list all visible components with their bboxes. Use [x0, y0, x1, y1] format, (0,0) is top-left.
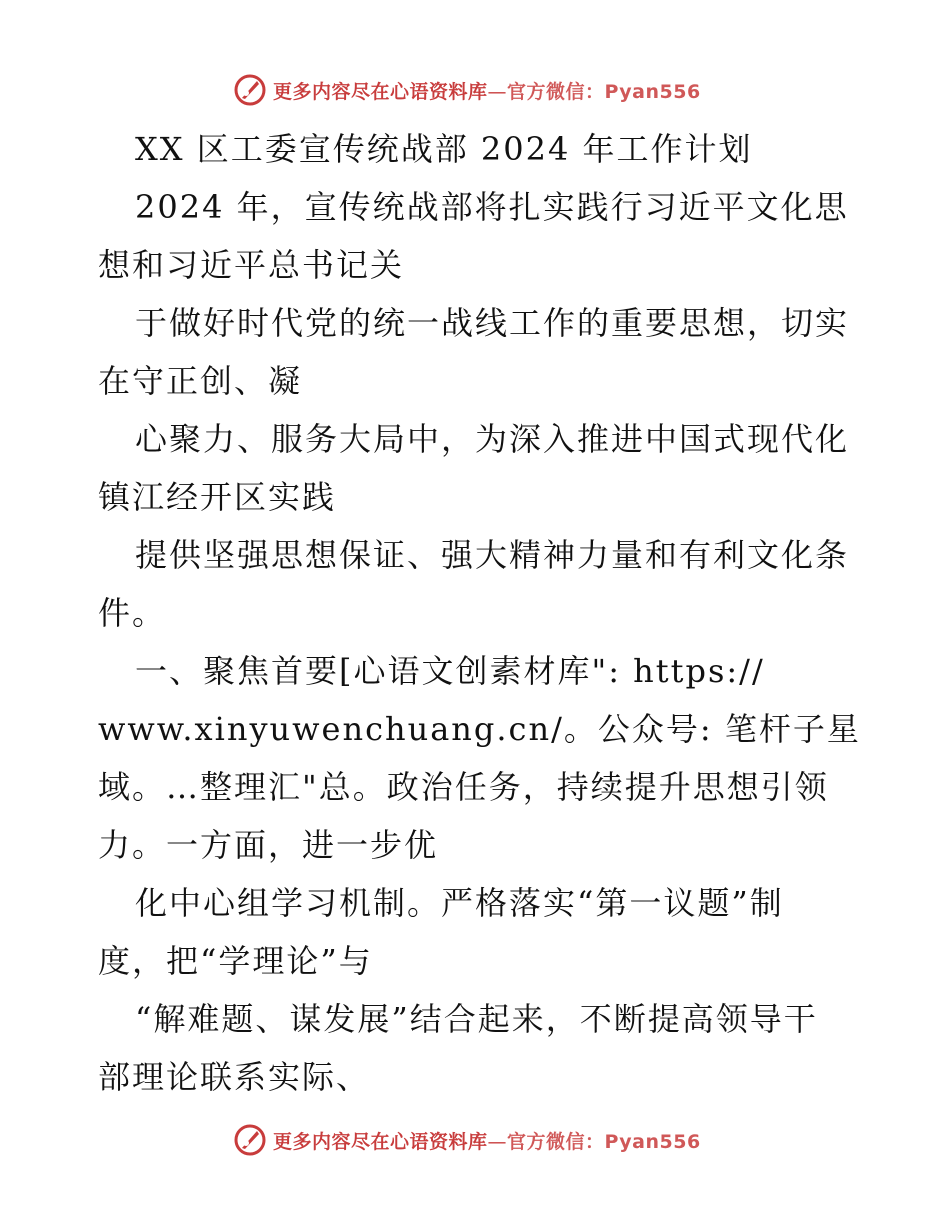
paragraph-line: “解难题、谋发展”结合起来，不断提高领导干 [135, 1000, 818, 1038]
paragraph-line: 件。 [98, 594, 167, 632]
paragraph-line: 镇江经开区实践 [98, 478, 337, 516]
header-watermark-banner [233, 70, 701, 110]
paragraph-line: 度，把“学理论”与 [98, 942, 373, 980]
header-banner-text: 更多内容尽在心语资料库 [273, 80, 488, 103]
paragraph-line: www.xinyuwenchuang.cn/。公众号: 笔杆子星 [98, 710, 861, 748]
document-title: XX 区工委宣传统战部 2024 年工作计划 [135, 130, 753, 168]
paragraph-line: 想和习近平总书记关 [98, 246, 405, 284]
quill-logo-icon [233, 73, 267, 107]
paragraph-line: 域。…整理汇"总。政治任务，持续提升思想引领 [98, 768, 829, 806]
paragraph-line: 在守正创、凝 [98, 362, 303, 400]
paragraph-line: 提供坚强思想保证、强大精神力量和有利文化条 [135, 536, 850, 574]
paragraph-line: 心聚力、服务大局中，为深入推进中国式现代化 [135, 420, 850, 458]
paragraph-line: 2024 年，宣传统战部将扎实践行习近平文化思 [135, 188, 849, 226]
paragraph-line: 于做好时代党的统一战线工作的重要思想，切实 [135, 304, 850, 342]
footer-banner-dash: — [487, 1130, 508, 1153]
footer-banner-wechat: 官方微信：Pyan556 [507, 1130, 701, 1153]
header-banner-dash: — [487, 80, 508, 103]
paragraph-line: 化中心组学习机制。严格落实“第一议题”制 [135, 884, 784, 922]
paragraph-line: 力。一方面，进一步优 [98, 826, 439, 864]
quill-logo-icon [233, 1123, 267, 1157]
footer-banner-text: 更多内容尽在心语资料库 [273, 1130, 488, 1153]
header-banner-wechat: 官方微信：Pyan556 [507, 80, 701, 103]
section-heading-line: 一、聚焦首要[心语文创素材库": https:// [135, 652, 765, 690]
footer-watermark-banner [233, 1120, 701, 1160]
paragraph-line: 部理论联系实际、 [98, 1058, 371, 1096]
document-body [98, 120, 861, 1106]
